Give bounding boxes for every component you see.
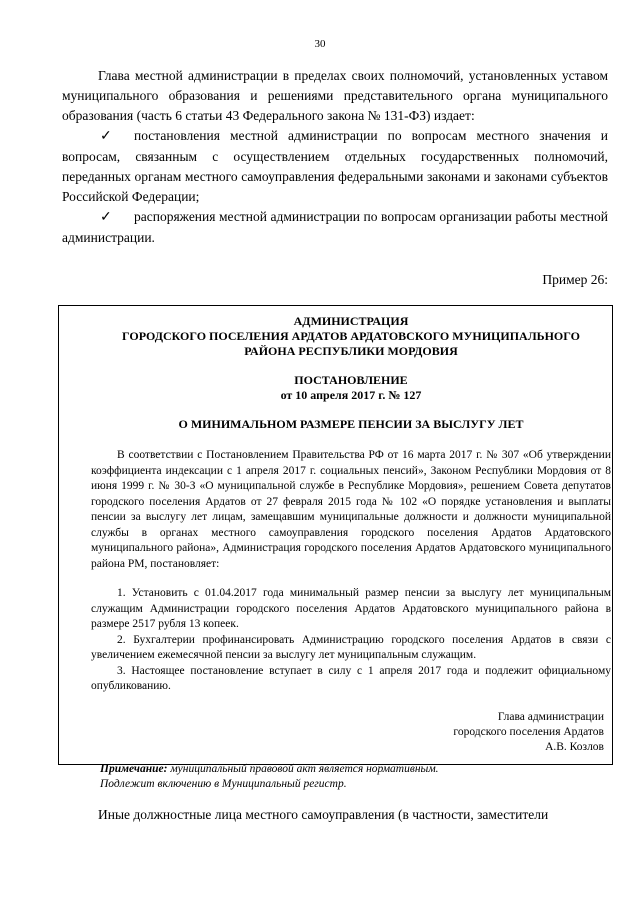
closing-paragraph xyxy=(62,805,622,825)
decree-preamble: В соответствии с Постановлением Правительства РФ от 16 марта 2017 г. № 307 «Об утверждении коэффициента индексации с 1 апреля 2017 г. социальных пенсий», Законом Республики Мордовия от 8 июня 1999 г. № 30-З «О муниципальной службе в Республике Мордовия», решением Совета депутатов городского поселения Ардатов от 27 февраля 2015 года № 102 «О порядке установления и выплаты пенсии за выслугу лет лицам, замещавшим муниципальные должности и должности муниципальной службы в органах местного самоуправления городского поселения Ардатов Ардатовского муниципального района», Администрация городского поселения Ардатов Ардатовского муниципального района РМ, постановляет: xyxy=(91,449,611,570)
decree-document-box xyxy=(58,305,613,765)
bullet-text: постановления местной администрации по вопросам местного значения и вопросам, связанным с осуществлением отдельных государственных полномочий, переданных органам местного самоуправления федеральными законами и законами субъектов Российской Федерации; xyxy=(62,128,608,204)
decree-content xyxy=(91,314,611,695)
note-block xyxy=(100,762,620,792)
checkmark-icon: ✓ xyxy=(100,129,112,144)
decree-title-block xyxy=(91,373,611,403)
decree-type: ПОСТАНОВЛЕНИЕ xyxy=(294,373,408,387)
decree-clause: 1. Установить с 01.04.2017 года минимальный размер пенсии за выслугу лет муниципальным служащим Администрации городского поселения Ардатов Ардатовского муниципального района в размере 2517 рубля 13 копеек. xyxy=(91,587,611,630)
bullet-item xyxy=(62,207,608,248)
signature-name: А.В. Козлов xyxy=(545,741,604,753)
bullet-item xyxy=(62,126,608,207)
decree-subject: О МИНИМАЛЬНОМ РАЗМЕРЕ ПЕНСИИ ЗА ВЫСЛУГУ ЛЕТ xyxy=(178,417,524,431)
example-label: Пример 26: xyxy=(542,272,608,287)
bullet-text: распоряжения местной администрации по вопросам организации работы местной администрации. xyxy=(62,209,608,245)
header-line: АДМИНИСТРАЦИЯ xyxy=(293,314,409,328)
header-line: ГОРОДСКОГО ПОСЕЛЕНИЯ АРДАТОВ АРДАТОВСКОГО МУНИЦИПАЛЬНОГО xyxy=(122,329,580,343)
note-line2: Подлежит включению в Муниципальный регистр. xyxy=(100,778,347,790)
closing-text: Иные должностные лица местного самоуправления (в частности, заместители xyxy=(98,807,549,822)
intro-section xyxy=(62,66,608,248)
signature-org: городского поселения Ардатов xyxy=(453,726,604,738)
intro-paragraph: Глава местной администрации в пределах своих полномочий, установленных уставом муниципального образования и решениями представительного органа муниципального образования (часть 6 статьи 43 Федерального закона № 131-ФЗ) издает: xyxy=(62,68,608,123)
decree-preamble-block xyxy=(91,448,611,572)
header-line: РАЙОНА РЕСПУБЛИКИ МОРДОВИЯ xyxy=(244,344,458,358)
decree-clause: 3. Настоящее постановление вступает в силу с 1 апреля 2017 года и подлежит официальному опубликованию. xyxy=(91,664,611,692)
decree-clause: 2. Бухгалтерии профинансировать Администрацию городского поселения Ардатов в связи с увеличением ежемесячной пенсии за выслугу лет муниципальным служащим. xyxy=(91,633,611,661)
signature-block xyxy=(453,710,604,755)
note-text: муниципальный правовой акт является нормативным. xyxy=(167,763,439,775)
page-number: 30 xyxy=(314,38,326,50)
signature-title: Глава администрации xyxy=(497,711,604,723)
decree-clauses xyxy=(91,586,611,695)
decree-header xyxy=(91,314,611,359)
note-label: Примечание: xyxy=(100,763,168,775)
checkmark-icon: ✓ xyxy=(100,210,112,225)
decree-date: от 10 апреля 2017 г. № 127 xyxy=(280,388,422,402)
